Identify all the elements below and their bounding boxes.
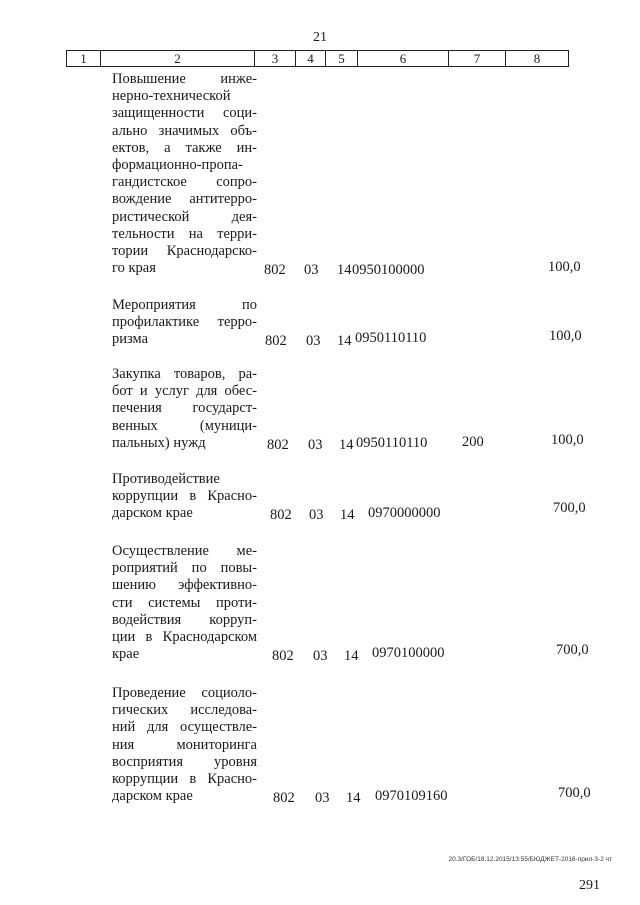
cell-sum: 700,0 [553, 500, 586, 516]
cell-sum: 100,0 [549, 328, 582, 344]
cell-csr: 0970109160 [375, 788, 448, 804]
cell-ved: 802 [270, 507, 292, 523]
page-number-bottom: 291 [579, 878, 600, 893]
cell-pr: 14 [337, 262, 352, 278]
cell-csr: 0950110110 [356, 435, 428, 451]
cell-csr: 0970000000 [368, 505, 441, 521]
header-col-4: 4 [296, 51, 326, 66]
cell-rz: 03 [315, 790, 330, 806]
footer-document-code: 20.3/ГОБ/18.12.2015/13:55/БЮДЖЕТ-2016-прил-3-2 чт [448, 856, 612, 863]
cell-sum: 100,0 [548, 259, 581, 275]
row-name: Повышение инже- нерно-технической защищенности соци- ально значимых объ- ектов, а также ин- формационно-пропа- гандистское сопро- вождение антитерро- ристической дея- тельности на терри- тории Краснодарско- го края [112, 71, 257, 277]
header-col-8: 8 [533, 50, 541, 66]
cell-vr: 200 [462, 434, 484, 450]
header-col-7: 7 [449, 51, 506, 66]
cell-ved: 802 [267, 437, 289, 453]
cell-pr: 14 [337, 333, 352, 349]
header-col-5: 5 [326, 51, 358, 66]
cell-sum: 700,0 [556, 642, 589, 658]
header-col-3: 3 [255, 51, 296, 66]
row-name: Закупка товаров, ра- бот и услуг для обес- печения государст- венных (муници- пальных) нужд [112, 366, 257, 451]
cell-rz: 03 [308, 437, 323, 453]
table-header [66, 50, 569, 67]
cell-pr: 14 [340, 507, 355, 523]
cell-csr: 0970100000 [372, 645, 445, 661]
header-col-2: 2 [101, 51, 255, 66]
cell-rz: 03 [306, 333, 321, 349]
cell-ved: 802 [264, 262, 286, 278]
cell-pr: 14 [346, 790, 361, 806]
cell-csr: 0950100000 [352, 262, 425, 278]
cell-rz: 03 [304, 262, 319, 278]
header-col-6: 6 [358, 51, 449, 66]
header-col-1: 1 [67, 51, 101, 66]
cell-rz: 03 [309, 507, 324, 523]
cell-ved: 802 [265, 333, 287, 349]
row-name: Осуществление ме- роприятий по повы- шению эффективно- сти системы проти- водействия корруп- ции в Краснодарском крае [112, 543, 257, 663]
cell-sum: 100,0 [551, 432, 584, 448]
cell-pr: 14 [339, 437, 354, 453]
row-name: Проведение социоло- гических исследова- ний для осуществле- ния мониторинга восприятия уровня коррупции в Красно- дарском крае [112, 685, 257, 805]
cell-ved: 802 [272, 648, 294, 664]
cell-rz: 03 [313, 648, 328, 664]
row-name: Мероприятия по профилактике терро- ризма [112, 297, 257, 348]
cell-csr: 0950110110 [355, 330, 427, 346]
cell-ved: 802 [273, 790, 295, 806]
cell-sum: 700,0 [558, 785, 591, 801]
page-number-top: 21 [313, 30, 327, 45]
cell-pr: 14 [344, 648, 359, 664]
row-name: Противодействие коррупции в Красно- дарском крае [112, 471, 257, 522]
